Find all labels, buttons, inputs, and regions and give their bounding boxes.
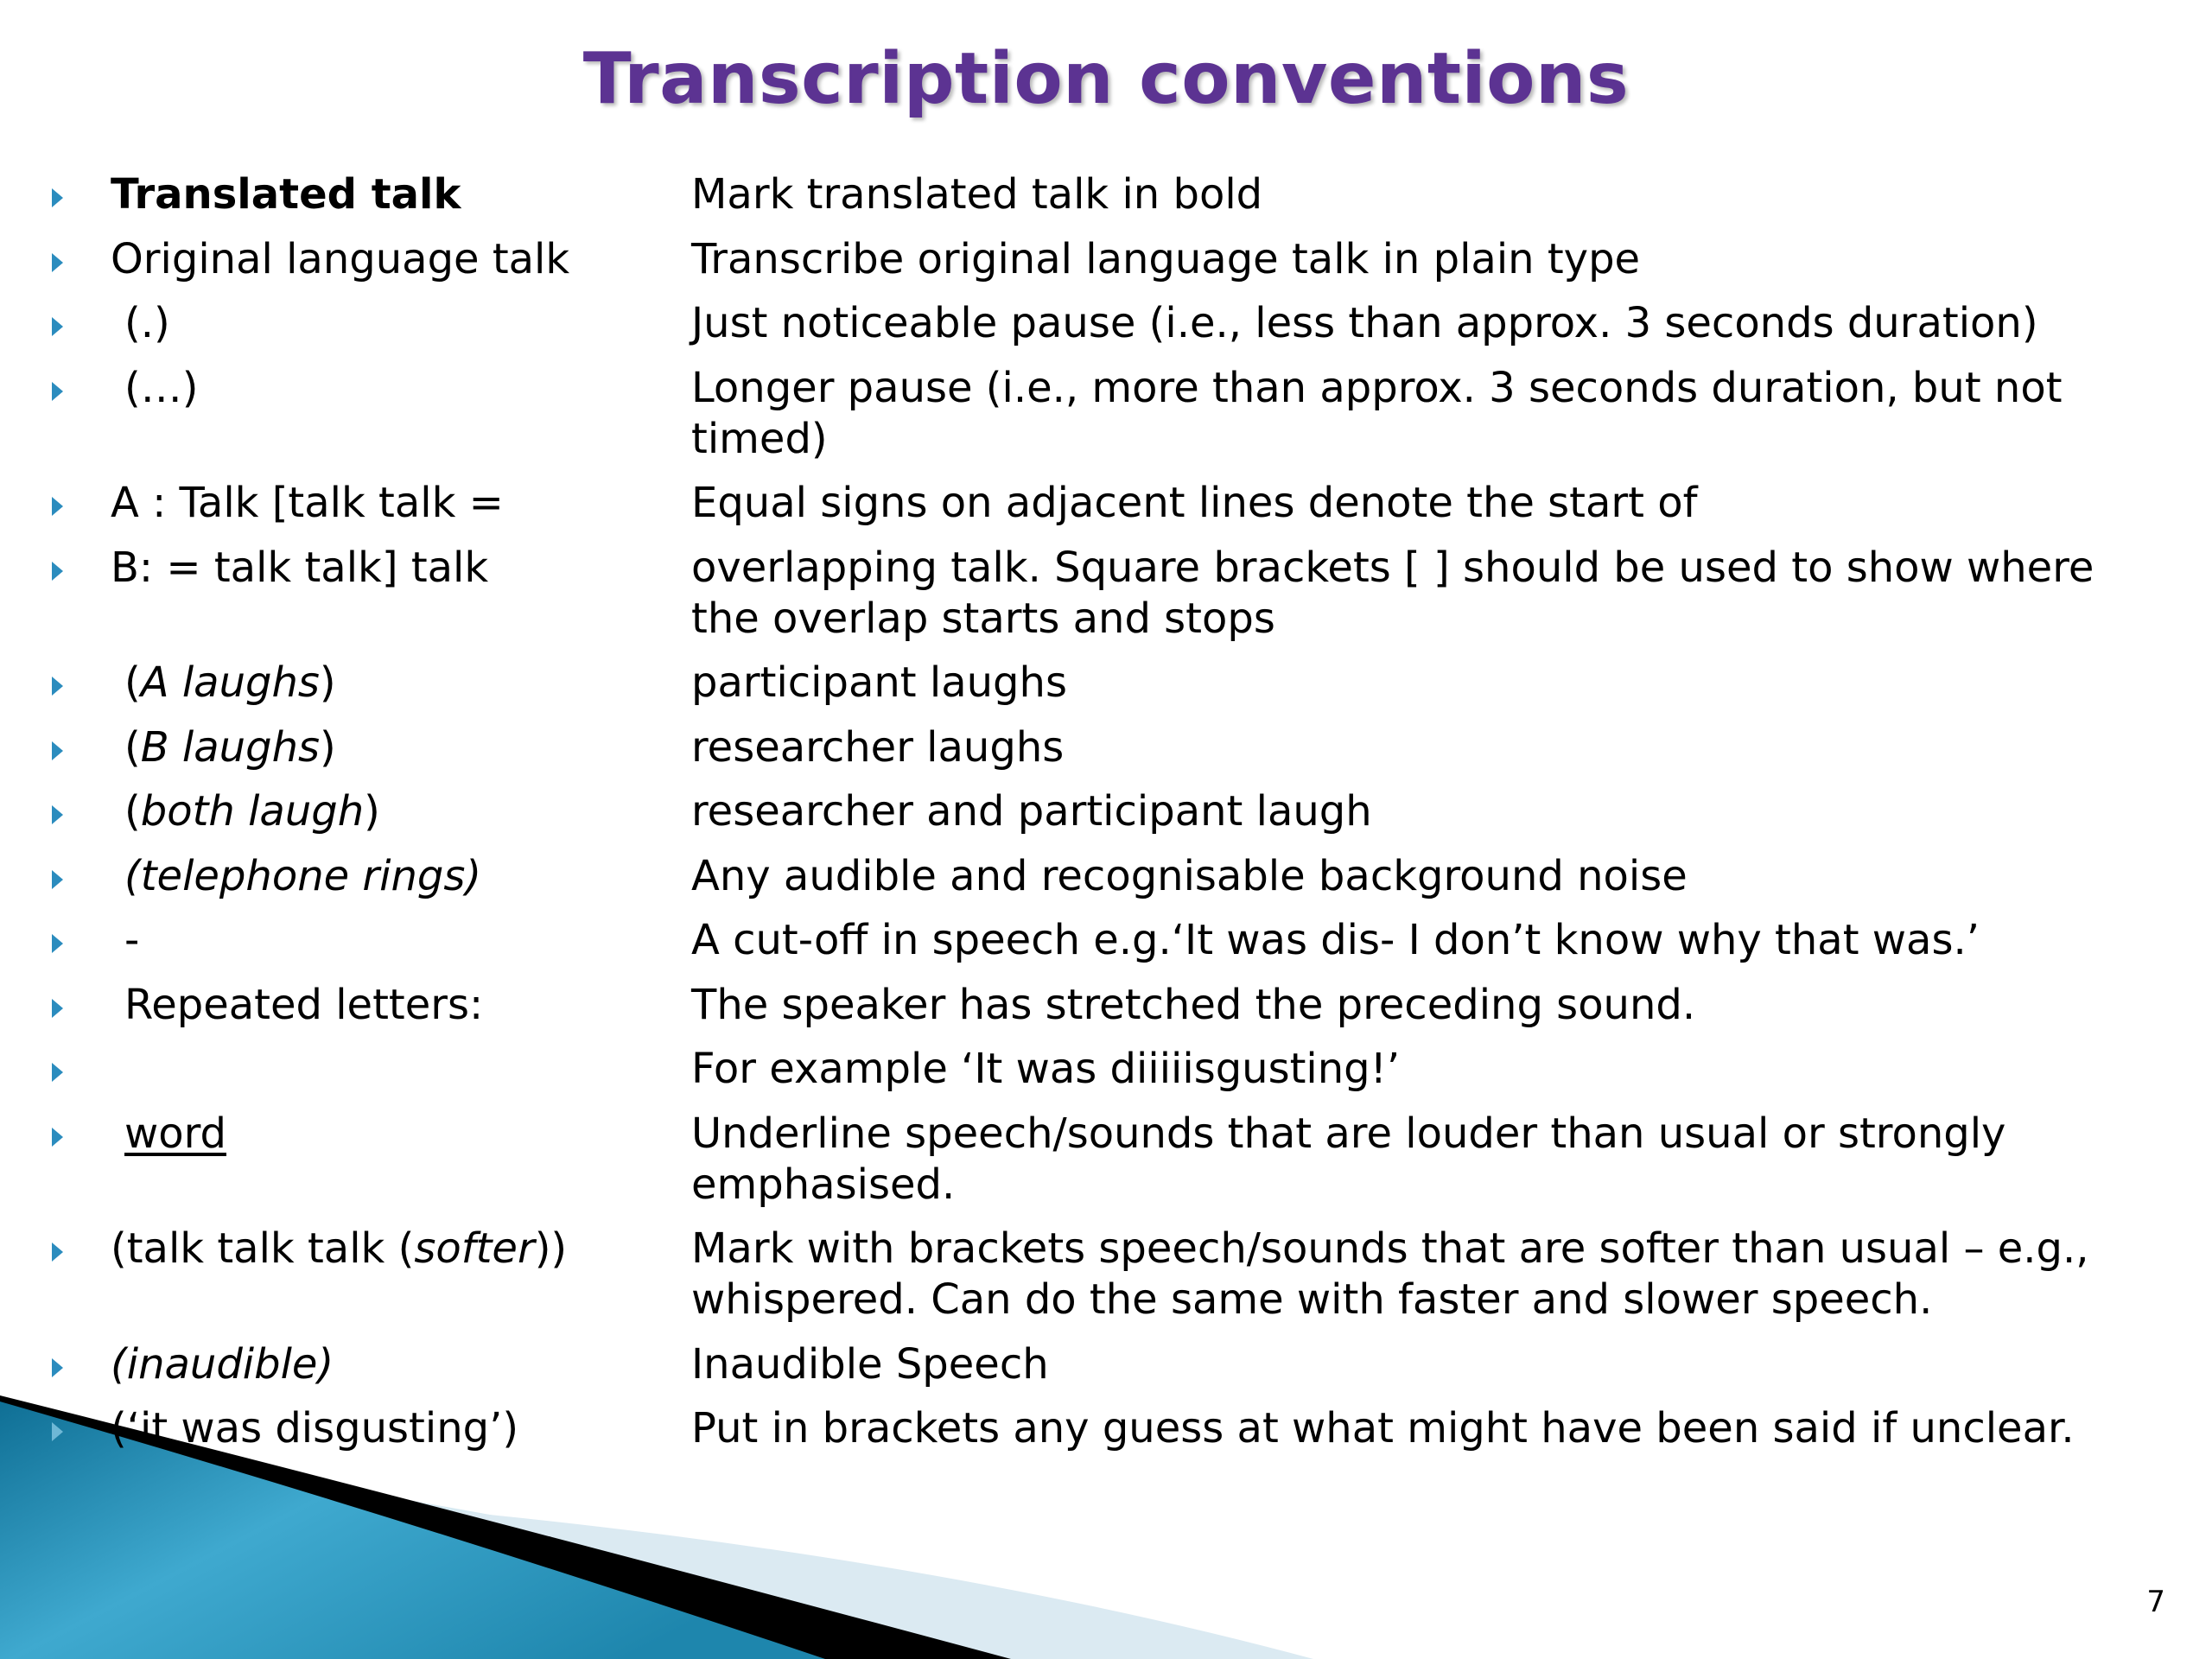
term-open: ( xyxy=(124,787,141,836)
convention-term xyxy=(111,1224,681,1274)
bullet-arrow-icon xyxy=(52,805,63,824)
convention-definition: For example ‘It was diiiiisgusting!’ xyxy=(691,1045,1401,1093)
bullet-arrow-icon xyxy=(52,1128,63,1147)
convention-term: word xyxy=(124,1109,226,1158)
convention-term: Original language talk xyxy=(111,234,570,283)
convention-term: (…) xyxy=(124,363,199,412)
convention-term: (telephone rings) xyxy=(124,851,482,900)
convention-term xyxy=(124,722,695,773)
list-item xyxy=(0,1044,2212,1095)
bullet-arrow-icon xyxy=(52,677,63,696)
convention-definition: A cut-off in speech e.g.‘It was dis- I don’t know why that was.’ xyxy=(691,916,1980,964)
term-open: ( xyxy=(124,722,141,772)
list-item xyxy=(0,298,2212,349)
list-item xyxy=(0,1224,2212,1325)
term-close: ) xyxy=(320,722,336,772)
bullet-arrow-icon xyxy=(52,870,63,889)
term-close: ) xyxy=(319,658,336,707)
term-open: (talk talk talk ( xyxy=(111,1224,415,1273)
convention-term: A : Talk [talk talk = xyxy=(111,479,504,527)
convention-definition: Transcribe original language talk in plain type xyxy=(691,234,1641,283)
convention-definition: Underline speech/sounds that are louder than usual or strongly emphasised. xyxy=(691,1109,2006,1209)
list-item xyxy=(0,1403,2212,1454)
convention-definition: Just noticeable pause (i.e., less than approx. 3 seconds duration) xyxy=(691,299,2038,347)
bullet-arrow-icon xyxy=(52,741,63,760)
list-item xyxy=(0,851,2212,902)
list-item xyxy=(0,1109,2212,1211)
list-item xyxy=(0,234,2212,285)
term-italic: A laughs xyxy=(140,658,320,707)
convention-definition: Put in brackets any guess at what might have been said if unclear. xyxy=(691,1404,2075,1452)
term-close: )) xyxy=(534,1224,568,1273)
convention-term: Translated talk xyxy=(111,170,461,219)
slide-title: Transcription conventions xyxy=(582,38,1630,120)
bullet-arrow-icon xyxy=(52,1063,63,1082)
bullet-arrow-icon xyxy=(52,382,63,401)
convention-definition: Longer pause (i.e., more than approx. 3 seconds duration, but not timed) xyxy=(691,363,2063,463)
list-item xyxy=(0,722,2212,773)
convention-definition: Mark with brackets speech/sounds that are softer than usual – e.g., whispered. Can do the same with faster and slower speech. xyxy=(691,1224,2089,1324)
convention-definition: researcher and participant laugh xyxy=(691,787,1372,836)
convention-definition: Equal signs on adjacent lines denote the start of xyxy=(691,479,1698,527)
list-item xyxy=(0,786,2212,837)
list-item xyxy=(0,915,2212,966)
convention-term: (inaudible) xyxy=(111,1339,334,1389)
list-item xyxy=(0,169,2212,220)
list-item xyxy=(0,363,2212,465)
conventions-list xyxy=(0,169,2212,1468)
convention-term xyxy=(124,658,695,709)
convention-term: (.) xyxy=(124,299,170,347)
term-close: ) xyxy=(364,787,380,836)
term-open: ( xyxy=(124,658,141,707)
convention-definition: Inaudible Speech xyxy=(691,1339,1049,1389)
bullet-arrow-icon xyxy=(52,317,63,336)
page-number: 7 xyxy=(2146,1585,2165,1619)
convention-definition: Any audible and recognisable background noise xyxy=(691,851,1688,900)
term-italic: B laughs xyxy=(140,722,320,772)
bullet-arrow-icon xyxy=(52,1422,63,1441)
convention-definition: researcher laughs xyxy=(691,722,1065,772)
convention-definition: Mark translated talk in bold xyxy=(691,170,1263,219)
convention-term xyxy=(124,786,695,837)
convention-definition: overlapping talk. Square brackets [ ] should be used to show where the overlap starts and stops xyxy=(691,543,2094,643)
bullet-arrow-icon xyxy=(52,1243,63,1262)
list-item xyxy=(0,1339,2212,1390)
convention-term: Repeated letters: xyxy=(124,980,484,1029)
convention-definition: participant laughs xyxy=(691,658,1067,707)
bullet-arrow-icon xyxy=(52,934,63,953)
list-item xyxy=(0,543,2212,645)
term-italic: both laugh xyxy=(140,787,365,836)
convention-term: (‘it was disgusting’) xyxy=(111,1404,519,1452)
convention-term: B: = talk talk] talk xyxy=(111,543,489,592)
bullet-arrow-icon xyxy=(52,1358,63,1377)
convention-term: - xyxy=(124,916,140,964)
bullet-arrow-icon xyxy=(52,999,63,1018)
list-item xyxy=(0,478,2212,529)
list-item xyxy=(0,658,2212,709)
bullet-arrow-icon xyxy=(52,188,63,207)
term-italic: softer xyxy=(414,1224,535,1273)
list-item xyxy=(0,980,2212,1031)
bullet-arrow-icon xyxy=(52,253,63,272)
convention-definition: The speaker has stretched the preceding sound. xyxy=(691,980,1696,1029)
bullet-arrow-icon xyxy=(52,497,63,516)
bullet-arrow-icon xyxy=(52,562,63,581)
